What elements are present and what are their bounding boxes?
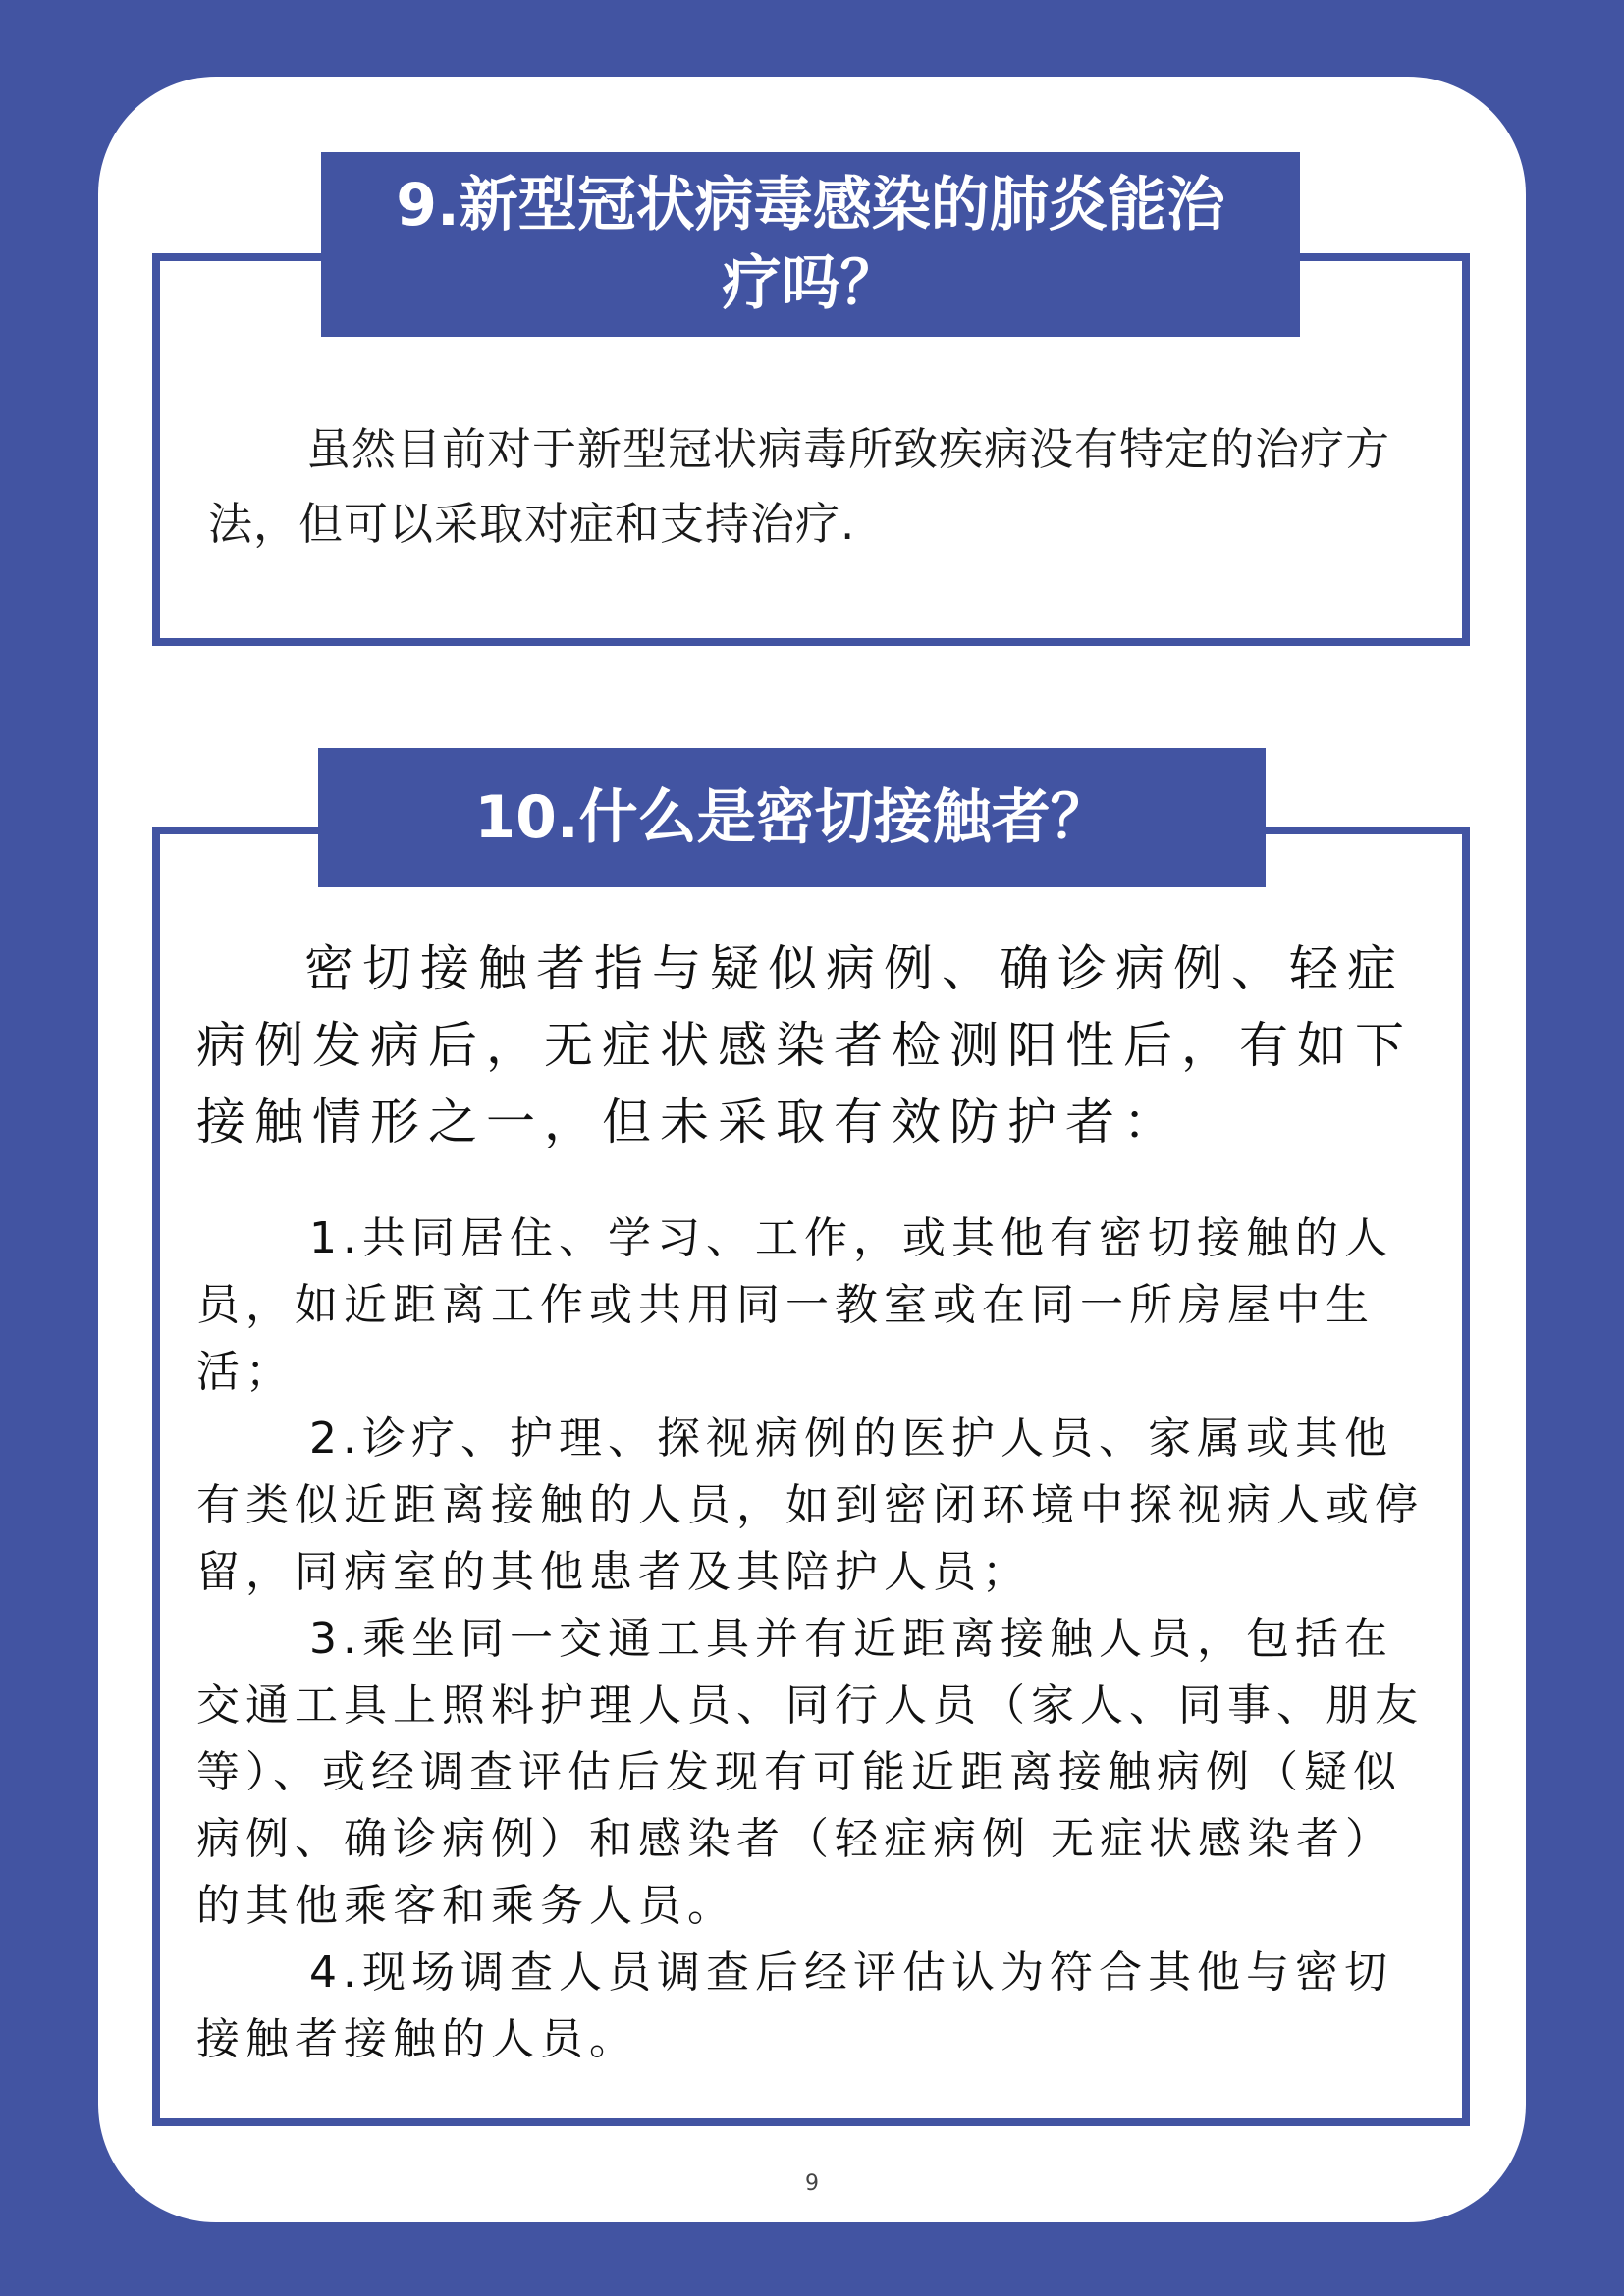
q10-item-list — [196, 1205, 1424, 2073]
q10-item-4: 4.现场调查人员调查后经评估认为符合其他与密切接触者接触的人员。 — [196, 1948, 1393, 2064]
page-number: 9 — [805, 2171, 819, 2196]
q10-title: 10.什么是密切接触者？ — [474, 783, 1110, 852]
q9-title-banner — [321, 152, 1300, 337]
q10-item-3: 3.乘坐同一交通工具并有近距离接触人员，包括在交通工具上照料护理人员、同行人员（家人、同事、朋友等）、或经调查评估后发现有可能近距离接触病例（疑似病例、确诊病例）和感染者（轻症病例 无症状感染者）的其他乘客和乘务人员。 — [196, 1614, 1424, 1931]
q10-item-1: 1.共同居住、学习、工作，或其他有密切接触的人员，如近距离工作或共用同一教室或在同一所房屋中生活； — [196, 1213, 1393, 1397]
q10-intro-text: 密切接触者指与疑似病例、确诊病例、轻症病例发病后，无症状感染者检测阳性后，有如下接触情形之一，但未采取有效防护者： — [196, 940, 1413, 1150]
q10-item-2: 2.诊疗、护理、探视病例的医护人员、家属或其他有类似近距离接触的人员，如到密闭环境中探视病人或停留，同病室的其他患者及其陪护人员； — [196, 1414, 1424, 1597]
q10-title-banner — [318, 748, 1266, 887]
q9-title-line-1: 9.新型冠状病毒感染的肺炎能治 — [396, 171, 1225, 240]
q9-answer-text: 虽然目前对于新型冠状病毒所致疾病没有特定的治疗方法，但可以采取对症和支持治疗. — [208, 423, 1391, 550]
q9-title-line-2: 疗吗？ — [722, 249, 899, 318]
